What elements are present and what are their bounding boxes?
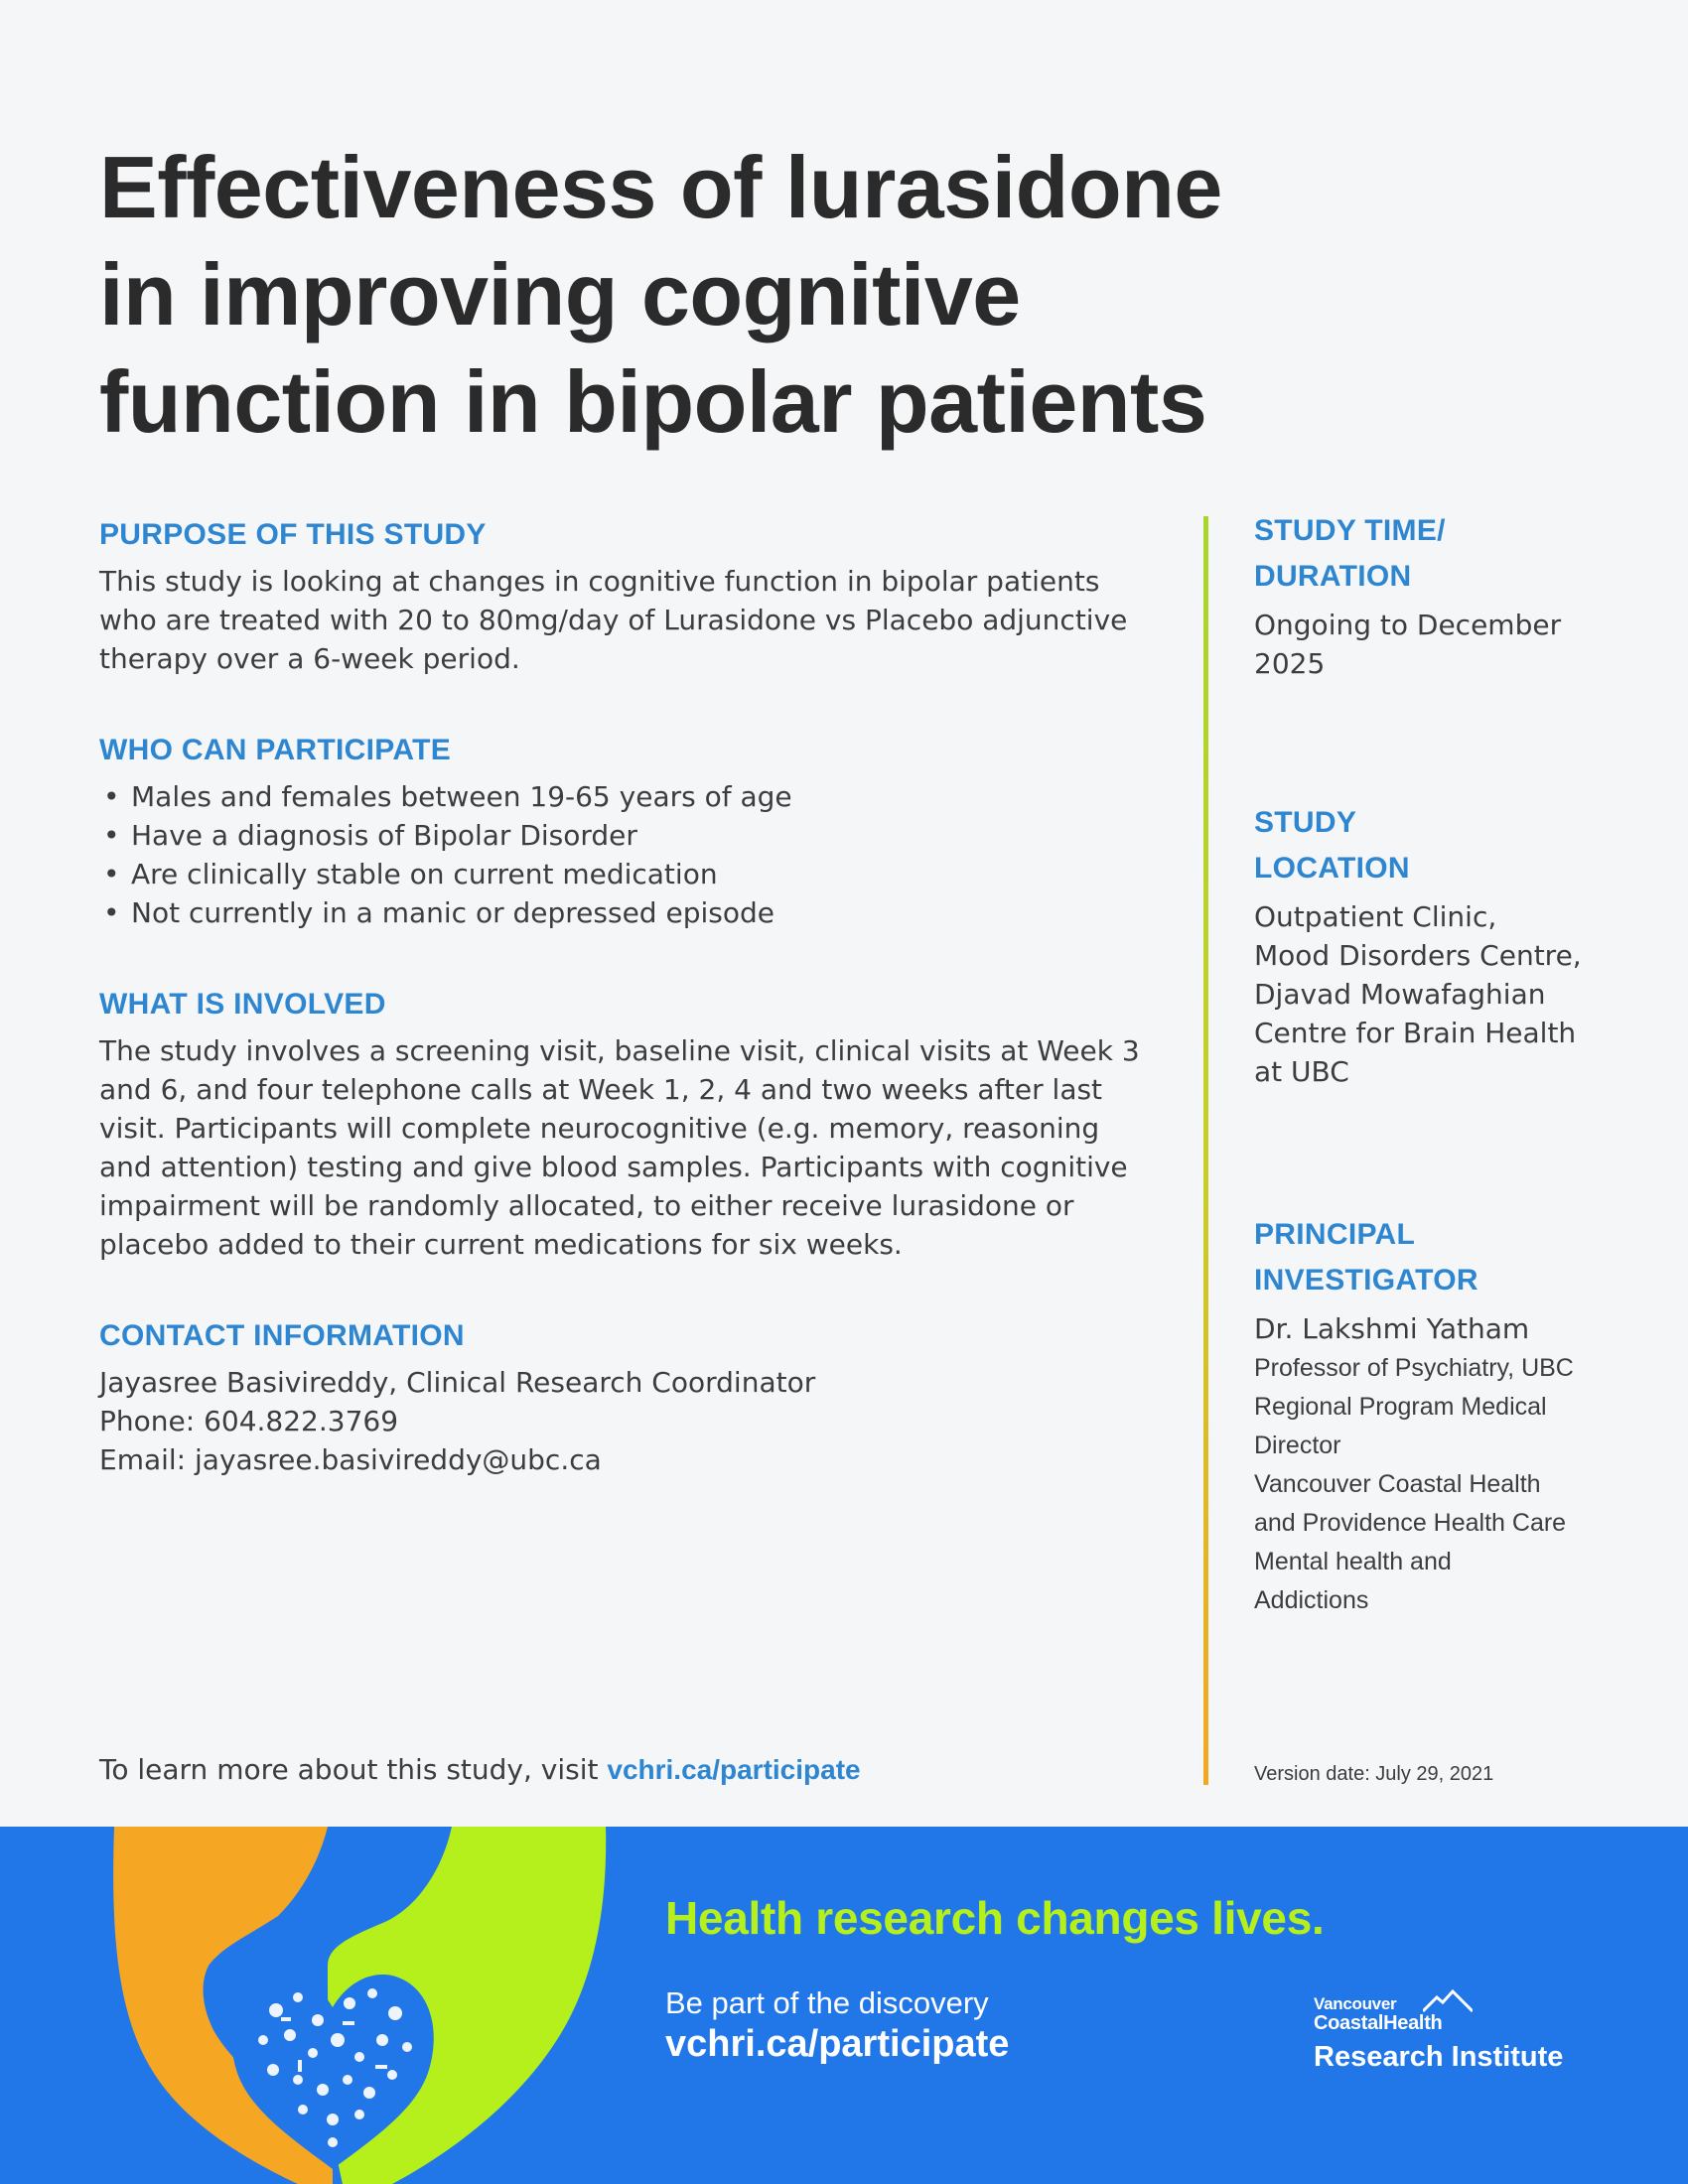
logo-line-3: Research Institute bbox=[1314, 2041, 1564, 2073]
footer-banner bbox=[0, 1827, 1688, 2184]
logo-line-2: CoastalHealth bbox=[1314, 2012, 1443, 2034]
investigator-detail: Director bbox=[1254, 1432, 1341, 1459]
learn-more bbox=[99, 1750, 861, 1790]
investigator-heading-line-2: INVESTIGATOR bbox=[1254, 1264, 1478, 1297]
who-heading: WHO CAN PARTICIPATE bbox=[99, 734, 452, 766]
investigator-detail: and Providence Health Care bbox=[1254, 1509, 1567, 1537]
contact-phone[interactable]: Phone: 604.822.3769 bbox=[99, 1405, 399, 1437]
location-heading-line-1: STUDY bbox=[1254, 806, 1357, 839]
footer-url-link[interactable]: vchri.ca/participate bbox=[665, 2023, 1010, 2065]
title-line-2: in improving cognitive bbox=[99, 245, 1021, 343]
eligibility-list bbox=[99, 777, 1152, 932]
footer-tagline: Health research changes lives. bbox=[665, 1892, 1325, 1944]
location-heading-line-2: LOCATION bbox=[1254, 852, 1410, 885]
duration-section bbox=[1254, 508, 1612, 683]
vch-research-logo bbox=[1314, 1995, 1563, 2077]
investigator-section bbox=[1254, 1212, 1612, 1620]
list-item: • Not currently in a manic or depressed episode bbox=[99, 893, 1152, 932]
investigator-name: Dr. Lakshmi Yatham bbox=[1254, 1312, 1530, 1345]
who-section bbox=[99, 732, 1152, 932]
contact-name: Jayasree Basivireddy, Clinical Research Coordinator bbox=[99, 1366, 816, 1399]
main-column bbox=[99, 516, 1152, 1533]
duration-line-2: 2025 bbox=[1254, 647, 1326, 680]
investigator-detail: Regional Program Medical bbox=[1254, 1393, 1547, 1421]
list-item: • Are clinically stable on current medication bbox=[99, 855, 1152, 893]
heart-hands-icon bbox=[0, 1827, 635, 2184]
location-line: Outpatient Clinic, bbox=[1254, 900, 1497, 933]
involved-heading: WHAT IS INVOLVED bbox=[99, 988, 386, 1021]
title-line-1: Effectiveness of lurasidone bbox=[99, 138, 1222, 236]
contact-email[interactable]: Email: jayasree.basivireddy@ubc.ca bbox=[99, 1443, 602, 1476]
duration-heading-line-2: DURATION bbox=[1254, 560, 1412, 593]
investigator-detail: Addictions bbox=[1254, 1586, 1369, 1614]
title-line-3: function in bipolar patients bbox=[99, 352, 1207, 451]
involved-section bbox=[99, 986, 1152, 1264]
page-title bbox=[99, 134, 1370, 456]
location-line: at UBC bbox=[1254, 1055, 1349, 1088]
location-heading bbox=[1254, 800, 1612, 891]
version-date: Version date: July 29, 2021 bbox=[1254, 1763, 1494, 1785]
investigator-detail: Vancouver Coastal Health bbox=[1254, 1470, 1541, 1498]
duration-line-1: Ongoing to December bbox=[1254, 609, 1562, 641]
contact-section bbox=[99, 1317, 1152, 1479]
learn-more-link[interactable]: vchri.ca/participate bbox=[607, 1754, 861, 1785]
list-item: • Males and females between 19-65 years of age bbox=[99, 777, 1152, 816]
purpose-text: This study is looking at changes in cognitive function in bipolar patients who are treated with 20 to 80mg/day of Lurasidone vs Placebo adjunctive therapy over a 6-week period. bbox=[99, 565, 1128, 675]
involved-text: The study involves a screening visit, baseline visit, clinical visits at Week 3 and 6, and four telephone calls at Week 1, 2, 4 and two weeks after last visit. Participants will complete neurocognitive (e.g. memory, reasoning and attention) testing and give blood samples. Participants with cognitive impairment will be randomly allocated, to either receive lurasidone or placebo added to their current medications for six weeks. bbox=[99, 1034, 1140, 1261]
purpose-heading: PURPOSE OF THIS STUDY bbox=[99, 518, 487, 551]
contact-heading: CONTACT INFORMATION bbox=[99, 1319, 465, 1352]
mountain-logo-icon bbox=[1423, 1987, 1473, 2013]
purpose-section bbox=[99, 516, 1152, 678]
location-line: Djavad Mowafaghian bbox=[1254, 978, 1546, 1011]
duration-heading bbox=[1254, 508, 1612, 600]
logo-line-1: Vancouver bbox=[1314, 1994, 1397, 2013]
footer-be-part: Be part of the discovery bbox=[665, 1985, 989, 2020]
investigator-detail: Mental health and bbox=[1254, 1548, 1452, 1575]
location-line: Centre for Brain Health bbox=[1254, 1017, 1577, 1049]
duration-heading-line-1: STUDY TIME/ bbox=[1254, 514, 1446, 547]
column-divider bbox=[1203, 516, 1208, 1785]
location-section bbox=[1254, 800, 1612, 1091]
list-item: • Have a diagnosis of Bipolar Disorder bbox=[99, 816, 1152, 855]
investigator-detail: Professor of Psychiatry, UBC bbox=[1254, 1354, 1574, 1382]
investigator-heading bbox=[1254, 1212, 1612, 1303]
location-line: Mood Disorders Centre, bbox=[1254, 939, 1582, 972]
learn-more-text: To learn more about this study, visit bbox=[99, 1753, 608, 1786]
investigator-heading-line-1: PRINCIPAL bbox=[1254, 1218, 1416, 1251]
